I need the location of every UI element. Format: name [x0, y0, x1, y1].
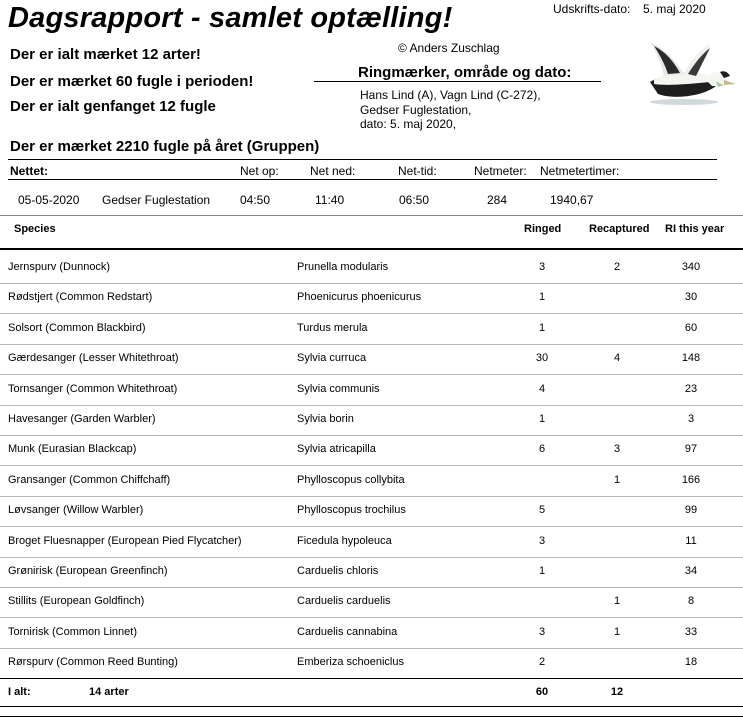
table-row	[0, 404, 743, 436]
net-date: 05-05-2020	[18, 193, 80, 207]
total-top-rule	[0, 678, 743, 679]
ri-year-count: 8	[687, 595, 695, 608]
species-name: Solsort (Common Blackbird)	[8, 321, 146, 334]
year-summary-rule	[8, 159, 717, 160]
recaptured-count: 4	[613, 352, 621, 365]
author-credit: © Anders Zuschlag	[398, 41, 500, 55]
latin-name: Prunella modularis	[297, 261, 389, 273]
ri-year-count: 23	[684, 382, 698, 395]
species-name: Rørspurv (Common Reed Bunting)	[8, 656, 178, 669]
latin-name: Sylvia atricapilla	[297, 443, 376, 456]
print-date-label: Udskrifts-dato:	[553, 2, 631, 16]
ringed-count: 1	[538, 321, 546, 334]
table-row	[0, 252, 743, 284]
net-label-nettet: Nettet:	[10, 164, 48, 178]
recaptured-count: 1	[613, 625, 621, 638]
latin-name: Carduelis cannabina	[297, 625, 398, 638]
ri-year-count: 34	[684, 565, 698, 577]
ringed-count: 30	[535, 352, 549, 365]
ri-year-count: 18	[684, 656, 698, 669]
table-row	[0, 495, 743, 527]
latin-name: Phylloscopus trochilus	[297, 504, 406, 517]
species-name: Gransanger (Common Chiffchaff)	[8, 473, 171, 486]
ringed-count: 3	[538, 625, 546, 638]
table-row	[0, 343, 743, 375]
ri-year-count: 3	[687, 413, 695, 425]
ringer-heading-rule	[314, 81, 601, 82]
latin-name: Sylvia communis	[297, 382, 380, 395]
net-label-tid: Net-tid:	[398, 164, 437, 178]
col-header-recaptured: Recaptured	[589, 223, 650, 235]
table-row	[0, 465, 743, 497]
net-op-value: 04:50	[240, 193, 271, 207]
ri-year-count: 166	[681, 473, 701, 486]
page-bottom-rule	[0, 716, 743, 717]
species-name: Gærdesanger (Lesser Whitethroat)	[8, 352, 179, 365]
total-ringed: 60	[535, 686, 549, 698]
table-row	[0, 434, 743, 466]
table-row	[0, 556, 743, 588]
col-header-species: Species	[14, 223, 56, 235]
species-name: Tornirisk (Common Linnet)	[8, 625, 137, 638]
net-ned-value: 11:40	[315, 193, 345, 207]
latin-name: Carduelis carduelis	[297, 595, 391, 608]
ringed-count: 5	[538, 504, 546, 517]
total-bottom-rule	[0, 706, 743, 707]
eider-duck-illustration	[644, 40, 738, 106]
ringed-count: 1	[538, 291, 546, 304]
net-header-rule	[8, 179, 717, 180]
ri-year-count: 97	[684, 443, 698, 456]
ri-year-count: 99	[684, 504, 698, 517]
ringer-heading: Ringmærker, område og dato:	[358, 64, 572, 81]
ri-year-count: 30	[684, 291, 698, 304]
latin-name: Phylloscopus collybita	[297, 473, 405, 486]
table-row	[0, 647, 743, 679]
net-label-op: Net op:	[240, 164, 279, 178]
species-name: Rødstjert (Common Redstart)	[8, 291, 153, 304]
species-name: Tornsanger (Common Whitethroat)	[8, 382, 178, 395]
net-label-ned: Net ned:	[310, 164, 356, 178]
summary-birds-marked: Der er mærket 60 fugle i perioden!	[10, 73, 254, 90]
ringed-count: 1	[538, 565, 546, 577]
species-name: Munk (Eurasian Blackcap)	[8, 443, 137, 456]
species-name: Grønirisk (European Greenfinch)	[8, 565, 168, 577]
net-place: Gedser Fuglestation	[102, 193, 211, 207]
ringed-count: 3	[538, 534, 546, 547]
ri-year-count: 148	[681, 352, 701, 365]
ringed-count: 4	[538, 382, 546, 395]
table-row	[0, 586, 743, 618]
recaptured-count: 1	[613, 473, 621, 486]
year-summary: Der er mærket 2210 fugle på året (Gruppen)	[10, 138, 320, 155]
total-species-count: 14 arter	[89, 686, 129, 698]
net-label-netmeter: Netmeter:	[474, 164, 527, 178]
latin-name: Sylvia curruca	[297, 352, 367, 365]
recaptured-count: 3	[613, 443, 621, 456]
species-name: Løvsanger (Willow Warbler)	[8, 504, 144, 517]
ri-year-count: 60	[684, 321, 698, 334]
total-recaptured: 12	[610, 686, 624, 698]
print-date-value: 5. maj 2020	[643, 2, 706, 16]
table-row	[0, 617, 743, 649]
total-label: I alt:	[8, 686, 31, 698]
table-row	[0, 282, 743, 314]
ringed-count: 1	[538, 413, 546, 425]
netmetertimer-value: 1940,67	[550, 193, 594, 207]
report-title: Dagsrapport - samlet optælling!	[8, 2, 453, 34]
table-top-rule	[0, 215, 743, 216]
species-name: Stillits (European Goldfinch)	[8, 595, 145, 608]
latin-name: Phoenicurus phoenicurus	[297, 291, 422, 304]
ringed-count: 6	[538, 443, 546, 456]
ri-year-count: 340	[681, 261, 701, 273]
table-row	[0, 313, 743, 345]
ringed-count: 2	[538, 656, 546, 669]
ri-year-count: 11	[685, 534, 697, 547]
ringed-count: 3	[538, 261, 546, 273]
latin-name: Turdus merula	[297, 321, 368, 334]
species-name: Jernspurv (Dunnock)	[8, 261, 111, 273]
ringer-date: dato: 5. maj 2020,	[360, 117, 457, 131]
col-header-ringed: Ringed	[524, 223, 562, 235]
col-header-ri-year: RI this year	[665, 223, 725, 235]
ringer-location: Gedser Fuglestation,	[360, 103, 472, 117]
latin-name: Emberiza schoeniclus	[297, 656, 404, 669]
net-label-netmetertimer: Netmetertimer:	[540, 164, 620, 178]
netmeter-value: 284	[487, 193, 508, 207]
summary-recaptured: Der er ialt genfanget 12 fugle	[10, 98, 216, 115]
table-header-rule	[0, 248, 743, 250]
species-name: Havesanger (Garden Warbler)	[8, 413, 156, 425]
species-name: Broget Fluesnapper (European Pied Flycatcher)	[8, 534, 242, 547]
recaptured-count: 1	[613, 595, 621, 608]
table-row	[0, 374, 743, 406]
latin-name: Carduelis chloris	[297, 565, 379, 577]
latin-name: Ficedula hypoleuca	[297, 534, 392, 547]
recaptured-count: 2	[613, 261, 621, 273]
net-tid-value: 06:50	[399, 193, 430, 207]
ri-year-count: 33	[684, 625, 698, 638]
latin-name: Sylvia borin	[297, 413, 354, 425]
table-row	[0, 526, 743, 558]
summary-species-count: Der er ialt mærket 12 arter!	[10, 46, 201, 63]
ringer-names: Hans Lind (A), Vagn Lind (C-272),	[360, 88, 541, 102]
